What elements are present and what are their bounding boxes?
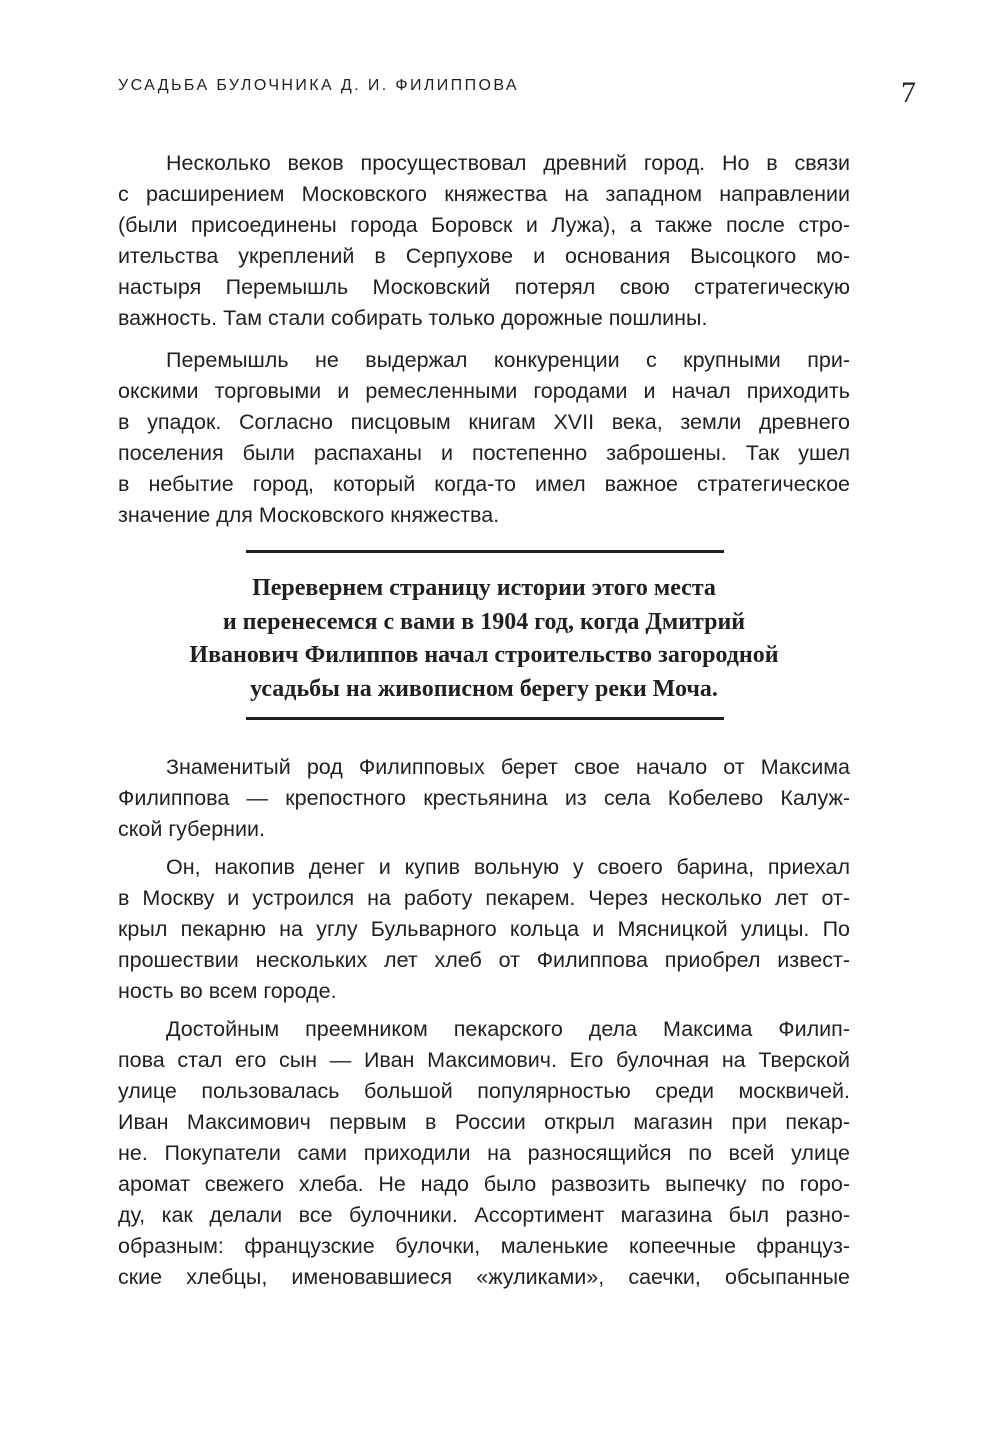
text-line: Знаменитый род Филипповых берет свое начало от Максима xyxy=(166,755,850,779)
text-line: не. Покупатели сами приходили на разносящийся по всей улице xyxy=(118,1141,850,1165)
text-line: Филиппова — крепостного крестьянина из села Кобелево Калуж- xyxy=(118,786,850,810)
text-line: ские хлебцы, именовавшиеся «жуликами», саечки, обсыпанные xyxy=(118,1265,850,1289)
paragraph-3 xyxy=(118,752,850,845)
text-line: прошествии нескольких лет хлеб от Филиппова приобрел извест- xyxy=(118,948,850,972)
paragraph-1 xyxy=(118,148,850,334)
text-line: Достойным преемником пекарского дела Максима Филип- xyxy=(166,1017,850,1041)
text-line: в Москву и устроился на работу пекарем. Через несколько лет от- xyxy=(118,886,850,910)
text-line: ду, как делали все булочники. Ассортимент магазина был разно- xyxy=(118,1203,850,1227)
text-line: Он, накопив денег и купив вольную у своего барина, приехал xyxy=(166,855,850,879)
text-line: ительства укреплений в Серпухове и основания Высоцкого мо- xyxy=(118,244,850,268)
pullquote-line: Перевернем страницу истории этого места xyxy=(252,575,716,601)
text-line: важность. Там стали собирать только дорожные пошлины. xyxy=(118,306,708,330)
text-line: ской губернии. xyxy=(118,817,266,841)
text-line: Иван Максимович первым в России открыл магазин при пекар- xyxy=(118,1110,850,1134)
running-title: УСАДЬБА БУЛОЧНИКА Д. И. ФИЛИППОВА xyxy=(118,77,519,94)
paragraph-5 xyxy=(118,1014,850,1293)
paragraph-4 xyxy=(118,852,850,1007)
page-number: 7 xyxy=(901,76,916,109)
text-line: окскими торговыми и ремесленными городами и начал приходить xyxy=(118,379,850,403)
text-line: улице пользовалась большой популярностью среди москвичей. xyxy=(118,1079,850,1103)
text-line: значение для Московского княжества. xyxy=(118,503,500,527)
text-line: (были присоединены города Боровск и Лужа), а также после стро- xyxy=(118,213,850,237)
pullquote xyxy=(118,572,850,706)
paragraph-2 xyxy=(118,345,850,531)
text-line: образным: французские булочки, маленькие копеечные француз- xyxy=(118,1234,850,1258)
pullquote-line: Иванович Филиппов начал строительство загородной xyxy=(189,642,779,668)
pullquote-bottom-rule xyxy=(246,717,724,720)
text-line: аромат свежего хлеба. Не надо было развозить выпечку по горо- xyxy=(118,1172,850,1196)
text-line: в упадок. Согласно писцовым книгам XVII века, земли древнего xyxy=(118,410,850,434)
text-line: поселения были распаханы и постепенно заброшены. Так ушел xyxy=(118,441,850,465)
text-line: Перемышль не выдержал конкуренции с крупными при- xyxy=(166,348,850,372)
text-line: с расширением Московского княжества на западном направлении xyxy=(118,182,850,206)
text-line: крыл пекарню на углу Бульварного кольца и Мясницкой улицы. По xyxy=(118,917,850,941)
pullquote-top-rule xyxy=(246,550,724,553)
text-line: ность во всем городе. xyxy=(118,979,337,1003)
pullquote-line: усадьбы на живописном берегу реки Моча. xyxy=(250,675,718,702)
text-line: настыря Перемышль Московский потерял свою стратегическую xyxy=(118,275,850,299)
pullquote-line: и перенесемся с вами в 1904 год, когда Дмитрий xyxy=(222,608,746,635)
text-line: Несколько веков просуществовал древний город. Но в связи xyxy=(166,151,850,175)
text-line: пова стал его сын — Иван Максимович. Его булочная на Тверской xyxy=(118,1048,850,1072)
text-line: в небытие город, который когда-то имел важное стратегическое xyxy=(118,472,850,496)
